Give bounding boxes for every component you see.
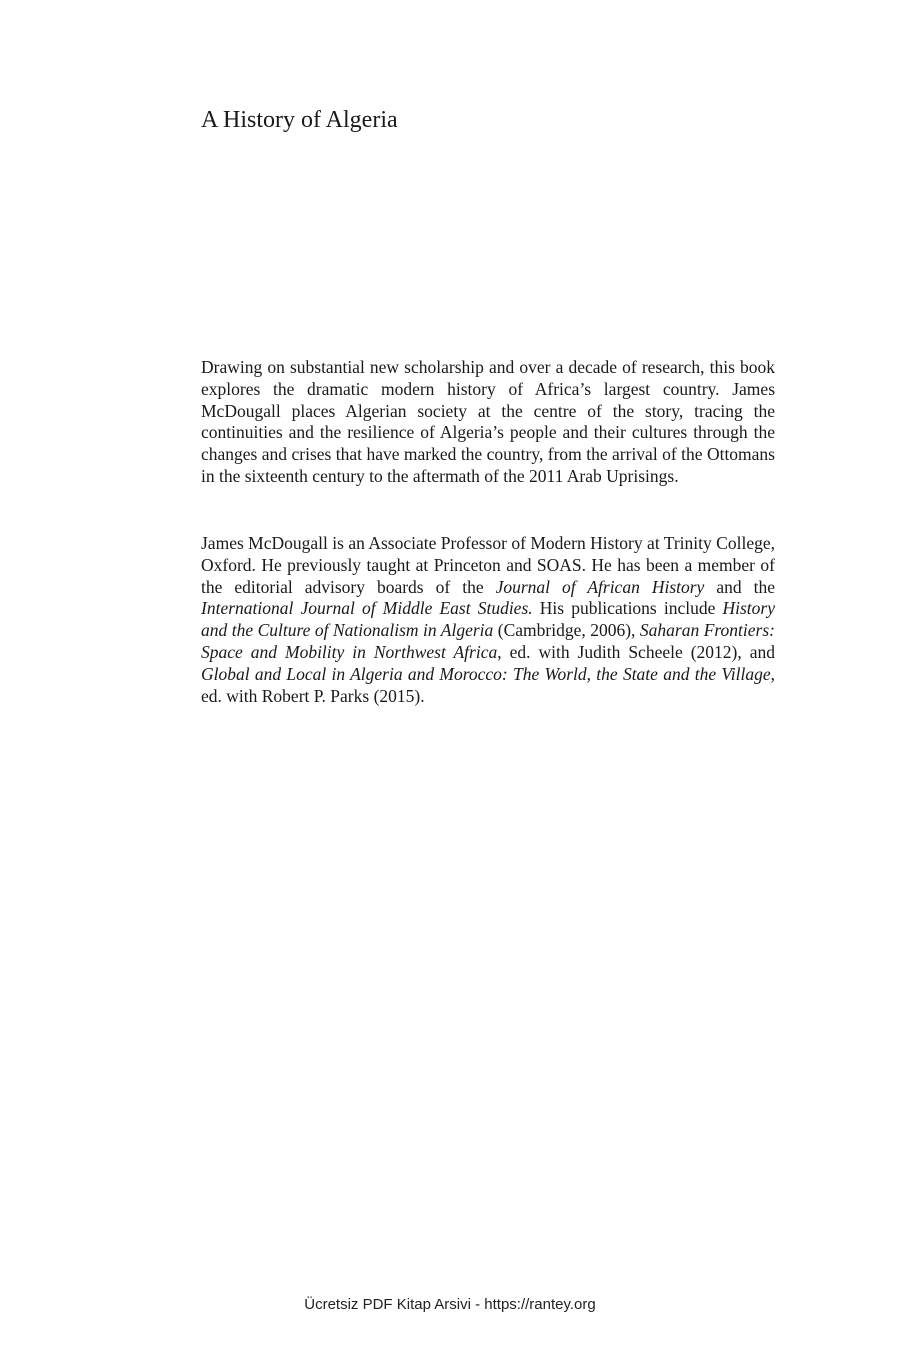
author-bio-text: , ed. with Robert P. Parks (2015).	[201, 663, 775, 706]
author-bio-text: (Cambridge, 2006),	[493, 620, 640, 641]
book-summary-paragraph: Drawing on substantial new scholarship and over a decade of research, this book explores the dramatic modern history of Africa’s largest country. James McDougall places Algerian society at the centre of the story, tracing the continuities and the resilience of Algeria’s people and their cultures through the changes and crises that have marked the country, from the arrival of the Ottomans in the sixteenth century to the aftermath of the 2011 Arab Uprisings.	[201, 357, 775, 486]
author-bio-text: and the	[704, 576, 775, 597]
author-bio-text: His publications include	[532, 598, 723, 619]
book-title: Saharan Frontiers: Space and Mobility in Northwest Africa	[201, 620, 775, 662]
author-bio-text: , ed. with Judith Scheele (2012), and	[497, 641, 775, 662]
book-title: History and the Culture of Nationalism in Algeria	[201, 598, 775, 641]
page-title: A History of Algeria	[201, 107, 398, 133]
journal-title: International Journal of Middle East Studies.	[201, 598, 533, 619]
book-title: Global and Local in Algeria and Morocco: The World, the State and the Village	[201, 663, 771, 684]
footer-watermark: Ücretsiz PDF Kitap Arsivi - https://rantey.org	[304, 1296, 596, 1313]
journal-title: Journal of African History	[495, 576, 705, 597]
author-bio-text: James McDougall is an Associate Professor of Modern History at Trinity College, Oxford. He previously taught at Princeton and SOAS. He has been a member of the editorial advisory boards of the	[201, 533, 775, 597]
author-bio-paragraph	[201, 533, 775, 707]
